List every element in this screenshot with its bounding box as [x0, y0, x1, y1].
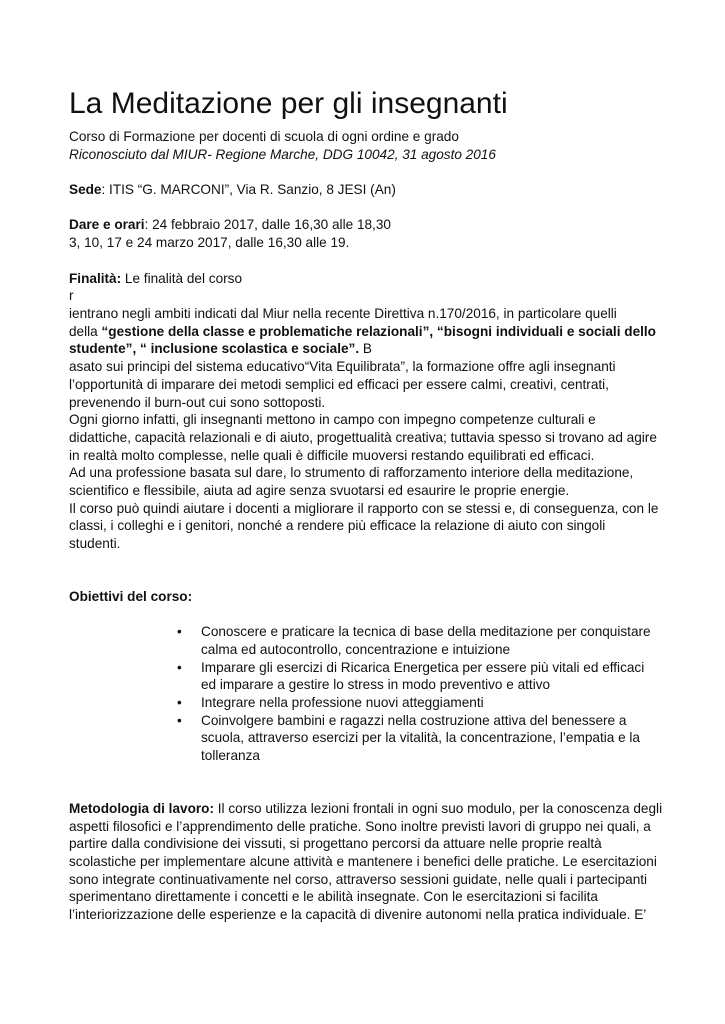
bullet-icon: •: [177, 624, 182, 640]
finalita-line: l’opportunità di imparare dei metodi semplici ed efficaci per essere calmi, creativi, centrati,: [69, 376, 609, 392]
recognition-line: Riconosciuto dal MIUR- Regione Marche, DDG 10042, 31 agosto 2016: [69, 146, 496, 162]
objective-text: Integrare nella professione nuovi atteggiamenti: [201, 695, 484, 711]
finalita-line: classi, i colleghi e i genitori, nonché a rendere più efficace la relazione di aiuto con singoli: [69, 518, 606, 534]
venue-label: Sede: [69, 182, 102, 198]
finalita-line: [69, 340, 669, 358]
metodologia-line: [69, 800, 669, 818]
venue-line: [69, 181, 669, 199]
finalita-line: in realtà molto complesse, nelle quali è difficile muoversi restando equilibrati ed efficaci.: [69, 447, 595, 463]
bullet-icon: •: [177, 712, 182, 728]
finalita-heading-line: [69, 270, 669, 288]
metodologia-line: partire dalla condivisione dei vissuti, si progettano percorsi da attuare nelle proprie realtà: [69, 836, 602, 852]
finalita-label: Finalità:: [69, 270, 122, 286]
spacer: [69, 553, 669, 588]
finalita-line: prevenendo il burn-out cui sono sottoposti.: [69, 394, 326, 410]
finalita-line: Ad una professione basata sul dare, lo strumento di rafforzamento interiore della meditazione,: [69, 465, 634, 481]
spacer: [69, 252, 669, 270]
finalita-line: didattiche, capacità relazionali e di aiuto, progettualità creativa; tuttavia spesso si trovano ad agire: [69, 429, 657, 445]
bullet-icon: •: [177, 659, 182, 675]
metodologia-line: sperimentano direttamente i concetti e le abilità insegnate. Con le esercitazioni si facilita: [69, 889, 598, 905]
metodologia-line: sono integrate continuativamente nel corso, attraverso sessioni guidate, nelle quali i partecipanti: [69, 871, 648, 887]
finalita-bold-text: “gestione della classe e problematiche relazionali”, “bisogni individuali e sociali dello: [101, 323, 656, 339]
metodologia-line: l’interiorizzazione delle esperienze e la capacità di divenire autonomi nella pratica individuale. E’: [69, 907, 647, 923]
dates-line-1: [69, 216, 669, 234]
objective-text: Coinvolgere bambini e ragazzi nella costruzione attiva del benessere a scuola, attraverso esercizi per la vitalità, la concentrazione, l’empatia e la tolleranza: [201, 712, 640, 764]
dates-value-1: : 24 febbraio 2017, dalle 16,30 alle 18,30: [144, 217, 391, 233]
metodologia-section: [69, 800, 669, 924]
finalita-text: B: [359, 341, 372, 357]
spacer: [69, 199, 669, 217]
dates-line-2: 3, 10, 17 e 24 marzo 2017, dalle 16,30 alle 19.: [69, 235, 350, 251]
finalita-line: ientrano negli ambiti indicati dal Miur nella recente Direttiva n.170/2016, in particolare quelli: [69, 305, 617, 321]
dates-label: Dare e orari: [69, 217, 145, 233]
list-item: [177, 712, 669, 765]
metodologia-text: Il corso utilizza lezioni frontali in ogni suo modulo, per la conoscenza degli: [214, 800, 663, 816]
finalita-line: asato sui principi del sistema educativo“Vita Equilibrata”, la formazione offre agli insegnanti: [69, 359, 616, 375]
finalita-line: Il corso può quindi aiutare i docenti a migliorare il rapporto con se stessi e, di conseguenza, con le: [69, 500, 659, 516]
finalita-line: [69, 323, 669, 341]
objective-text: Conoscere e praticare la tecnica di base della meditazione per conquistare calma ed autocontrollo, concentrazione e intuizione: [201, 624, 651, 657]
bullet-icon: •: [177, 695, 182, 711]
list-item: [177, 623, 669, 658]
finalita-line: scientifico e flessibile, aiuta ad agire senza svuotarsi ed esaurire le proprie energie.: [69, 483, 570, 499]
spacer: [69, 606, 669, 624]
metodologia-line: scolastiche per implementare alcune attività e mantenere i benefici delle pratiche. Le esercitazioni: [69, 853, 657, 869]
document-page: [69, 86, 669, 924]
spacer: [69, 163, 669, 181]
finalita-line: Ogni giorno infatti, gli insegnanti mettono in campo con impegno competenze culturali e: [69, 412, 596, 428]
list-item: [177, 694, 669, 712]
objective-text: Imparare gli esercizi di Ricarica Energetica per essere più vitali ed efficaci ed imparare a gestire lo stress in modo preventivo e attivo: [201, 659, 645, 693]
course-subtitle: Corso di Formazione per docenti di scuola di ogni ordine e grado: [69, 129, 459, 144]
objectives-heading: Obiettivi del corso:: [69, 588, 193, 604]
finalita-line: studenti.: [69, 536, 121, 552]
metodologia-line: aspetti filosofici e l’apprendimento delle pratiche. Sono inoltre previsti lavori di gruppo nei quali, a: [69, 818, 651, 834]
spacer: [69, 765, 669, 800]
finalita-bold-text: studente”, “ inclusione scolastica e sociale”.: [69, 341, 360, 357]
metodologia-label: Metodologia di lavoro:: [69, 800, 214, 816]
objectives-list: [69, 623, 669, 765]
list-item: [177, 659, 669, 694]
finalita-stray-char: r: [69, 288, 74, 304]
venue-value: : ITIS “G. MARCONI”, Via R. Sanzio, 8 JESI (An): [101, 182, 396, 198]
finalita-text: della: [69, 323, 102, 339]
finalita-section: [69, 270, 669, 553]
finalita-intro: Le finalità del corso: [121, 270, 243, 286]
document-title: La Meditazione per gli insegnanti: [69, 87, 508, 120]
